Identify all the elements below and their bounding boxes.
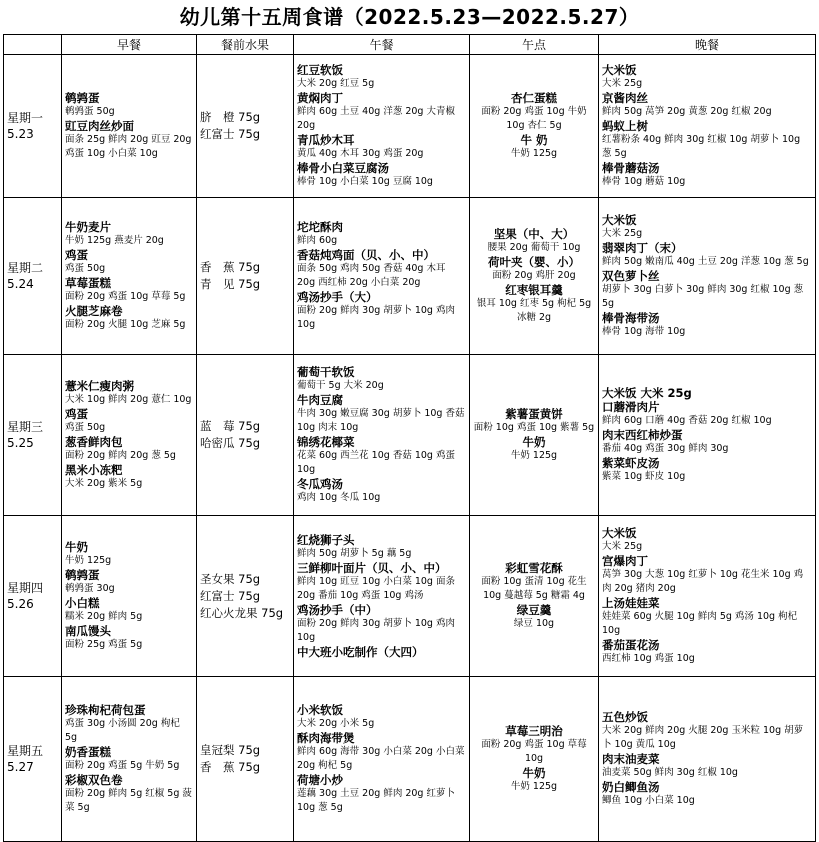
dish-detail: 面粉 20g 鲜肉 30g 胡萝卜 10g 鸡肉 10g bbox=[297, 618, 455, 643]
dinner-cell bbox=[599, 55, 816, 198]
snack-cell bbox=[470, 355, 599, 516]
dish-name: 红枣银耳羹 bbox=[505, 283, 563, 297]
dish-detail: 面粉 10g 蛋清 10g 花生 10g 蔓越莓 5g 糖霜 4g bbox=[481, 576, 587, 601]
dish-name: 鹌鹑蛋 bbox=[65, 91, 100, 105]
dish-detail: 鸡蛋 50g bbox=[65, 263, 106, 274]
lunch-dish bbox=[297, 645, 466, 659]
dinner-dish bbox=[602, 241, 812, 269]
dish-name: 南瓜馒头 bbox=[65, 624, 111, 638]
dish-name: 彩椒双色卷 bbox=[65, 773, 123, 787]
fruit-cell bbox=[197, 516, 294, 677]
dish-detail: 棒骨 10g 小白菜 10g 豆腐 10g bbox=[297, 176, 433, 187]
dish-name: 草莓三明治 bbox=[505, 724, 563, 738]
dish-detail: 大米 25g bbox=[602, 228, 643, 239]
dish-detail: 牛奶 125g bbox=[510, 148, 558, 159]
dish-detail: 花菜 60g 西兰花 10g 香菇 10g 鸡蛋 10g bbox=[297, 450, 455, 475]
dish-name: 棒骨海带汤 bbox=[602, 311, 660, 325]
dish-detail: 鲫鱼 10g 小白菜 10g bbox=[602, 795, 695, 806]
dish-name: 牛 奶 bbox=[520, 133, 548, 147]
dish-detail: 面粉 20g 鲜肉 5g 红椒 5g 菠菜 5g bbox=[65, 788, 192, 813]
snack-dish bbox=[473, 133, 595, 161]
day-name: 星期二 bbox=[7, 261, 44, 275]
day-cell bbox=[4, 355, 62, 516]
day-cell bbox=[4, 516, 62, 677]
dish-detail: 银耳 10g 红枣 5g 枸杞 5g 冰糖 2g bbox=[476, 298, 592, 323]
day-row bbox=[4, 516, 816, 677]
dinner-dish bbox=[602, 428, 812, 456]
day-date: 5.24 bbox=[7, 277, 34, 291]
dish-detail: 大米 25g bbox=[602, 541, 643, 552]
lunch-dish bbox=[297, 290, 466, 332]
lunch-cell bbox=[294, 516, 470, 677]
snack-dish bbox=[473, 724, 595, 766]
dish-detail: 葡萄干 5g 大米 20g bbox=[297, 380, 384, 391]
dish-detail: 大米 20g 小米 5g bbox=[297, 718, 375, 729]
dish-detail: 莲藕 30g 土豆 20g 鲜肉 20g 红萝卜 10g 葱 5g bbox=[297, 788, 455, 813]
dinner-dish bbox=[602, 456, 812, 484]
dinner-dish bbox=[602, 710, 812, 752]
breakfast-dish bbox=[65, 568, 193, 596]
lunch-dish bbox=[297, 731, 466, 773]
dish-detail: 棒骨 10g 海带 10g bbox=[602, 326, 686, 337]
dinner-dish bbox=[602, 526, 812, 554]
dish-name: 翡翠肉丁（末） bbox=[602, 241, 683, 255]
dish-detail: 莴笋 30g 大葱 10g 红萝卜 10g 花生米 10g 鸡肉 20g 猪肉 20g bbox=[602, 569, 804, 594]
breakfast-dish bbox=[65, 624, 193, 652]
dish-name: 黄焖肉丁 bbox=[297, 91, 343, 105]
dish-name: 中大班小吃制作（大四） bbox=[297, 645, 424, 659]
dish-name: 紫薯蛋黄饼 bbox=[505, 407, 563, 421]
dinner-cell bbox=[599, 198, 816, 355]
page-title: 幼儿第十五周食谱（2022.5.23—2022.5.27） bbox=[179, 5, 640, 29]
lunch-dish bbox=[297, 477, 466, 505]
lunch-cell bbox=[294, 355, 470, 516]
dinner-cell bbox=[599, 355, 816, 516]
dish-detail: 鲜肉 50g 莴笋 20g 黄葱 20g 红椒 20g bbox=[602, 106, 772, 117]
dish-name: 紫菜虾皮汤 bbox=[602, 456, 660, 470]
dish-name: 鸡汤抄手（中） bbox=[297, 603, 378, 617]
dish-name: 奶香蛋糕 bbox=[65, 745, 111, 759]
day-cell bbox=[4, 55, 62, 198]
dinner-dish bbox=[602, 752, 812, 780]
dish-name: 肉末西红柿炒蛋 bbox=[602, 428, 683, 442]
snack-cell bbox=[470, 198, 599, 355]
breakfast-dish bbox=[65, 91, 193, 119]
fruit-item: 红心火龙果 75g bbox=[200, 605, 284, 620]
fruit-cell bbox=[197, 198, 294, 355]
dish-detail: 鸡蛋 30g 小汤圆 20g 枸杞 5g bbox=[65, 718, 180, 743]
dish-detail: 鸡肉 10g 冬瓜 10g bbox=[297, 492, 381, 503]
fruit-item: 哈密瓜 75g bbox=[200, 436, 261, 450]
dish-name: 珍珠枸杞荷包蛋 bbox=[65, 703, 146, 717]
breakfast-dish bbox=[65, 220, 193, 248]
fruit-item: 香 蕉 75g bbox=[200, 760, 261, 774]
dish-name: 大米饭 bbox=[602, 526, 637, 540]
dish-detail: 绿豆 10g bbox=[513, 618, 555, 629]
dish-name: 鹌鹑蛋 bbox=[65, 568, 100, 582]
dish-name: 彩虹雪花酥 bbox=[505, 561, 563, 575]
snack-cell bbox=[470, 677, 599, 842]
dish-name: 坚果（中、大） bbox=[493, 227, 575, 241]
breakfast-dish bbox=[65, 745, 193, 773]
snack-dish bbox=[473, 283, 595, 325]
breakfast-dish bbox=[65, 407, 193, 435]
dinner-dish bbox=[602, 596, 812, 638]
dinner-cell bbox=[599, 677, 816, 842]
menu-table bbox=[3, 34, 816, 842]
breakfast-dish bbox=[65, 596, 193, 624]
dish-name: 五色炒饭 bbox=[602, 710, 648, 724]
day-name: 星期五 bbox=[7, 744, 44, 758]
dinner-dish bbox=[602, 400, 812, 428]
snack-dish bbox=[473, 407, 595, 435]
fruit-item: 红富士 75g bbox=[200, 127, 261, 141]
lunch-dish bbox=[297, 220, 466, 248]
day-date: 5.23 bbox=[7, 127, 34, 141]
dish-detail: 鲜肉 50g 嫩南瓜 40g 土豆 20g 洋葱 10g 葱 5g bbox=[602, 256, 809, 267]
snack-dish bbox=[473, 255, 595, 283]
dish-name: 红豆软饭 bbox=[297, 63, 343, 77]
fruit-item: 圣女果 75g bbox=[200, 571, 261, 586]
day-date: 5.27 bbox=[7, 760, 34, 774]
dish-name: 红烧狮子头 bbox=[297, 533, 355, 547]
lunch-dish bbox=[297, 603, 466, 645]
breakfast-dish bbox=[65, 703, 193, 745]
dish-detail: 面粉 20g 鸡蛋 5g 牛奶 5g bbox=[65, 760, 180, 771]
snack-cell bbox=[470, 55, 599, 198]
fruit-item: 皇冠梨 75g bbox=[200, 743, 261, 757]
dish-detail: 面粉 10g 鸡蛋 10g 紫薯 5g bbox=[473, 422, 595, 433]
dinner-dish bbox=[602, 119, 812, 161]
breakfast-cell bbox=[62, 677, 197, 842]
dish-name: 小白糕 bbox=[65, 596, 100, 610]
dish-detail: 面粉 20g 鸡蛋 10g 草莓 5g bbox=[65, 291, 186, 302]
dish-name: 酥肉海带煲 bbox=[297, 731, 355, 745]
dish-detail: 牛奶 125g bbox=[510, 781, 558, 792]
header-corner bbox=[4, 35, 62, 55]
snack-dish bbox=[473, 91, 595, 133]
snack-dish bbox=[473, 561, 595, 603]
dish-detail: 鲜肉 10g 豇豆 10g 小白菜 10g 面条 20g 番茄 10g 鸡蛋 10g 鸡汤 bbox=[297, 576, 455, 601]
breakfast-dish bbox=[65, 248, 193, 276]
dish-name: 青瓜炒木耳 bbox=[297, 133, 355, 147]
dish-detail: 大米 20g 紫米 5g bbox=[65, 478, 143, 489]
dish-name: 鸡蛋 bbox=[65, 407, 88, 421]
dish-name: 宫爆肉丁 bbox=[602, 554, 648, 568]
lunch-dish bbox=[297, 248, 466, 290]
breakfast-dish bbox=[65, 773, 193, 815]
dish-name: 奶白鲫鱼汤 bbox=[602, 780, 660, 794]
dish-name: 葡萄干软饭 bbox=[297, 365, 355, 379]
dish-name: 香菇炖鸡面（贝、小、中） bbox=[297, 248, 435, 262]
dish-detail: 糯米 20g 鲜肉 5g bbox=[65, 611, 143, 622]
dish-name: 绿豆羹 bbox=[516, 603, 552, 617]
breakfast-dish bbox=[65, 119, 193, 161]
lunch-cell bbox=[294, 55, 470, 198]
day-name: 星期三 bbox=[7, 420, 44, 434]
lunch-dish bbox=[297, 533, 466, 561]
dinner-cell bbox=[599, 516, 816, 677]
dish-detail: 鹌鹑蛋 50g bbox=[65, 106, 115, 117]
header-snack: 午点 bbox=[470, 35, 599, 55]
header-lunch: 午餐 bbox=[294, 35, 470, 55]
fruit-item: 青 见 75g bbox=[200, 277, 261, 291]
dinner-dish bbox=[602, 269, 812, 311]
fruit-item: 脐 橙 75g bbox=[200, 110, 261, 124]
dinner-dish bbox=[602, 91, 812, 119]
dish-detail: 面条 50g 鸡肉 50g 香菇 40g 木耳 20g 西红柿 20g 小白菜 20g bbox=[297, 263, 446, 288]
dish-name: 冬瓜鸡汤 bbox=[297, 477, 343, 491]
lunch-dish bbox=[297, 91, 466, 133]
day-cell bbox=[4, 677, 62, 842]
dish-name: 鸡汤抄手（大） bbox=[297, 290, 378, 304]
dish-detail: 鲜肉 60g 口蘑 40g 香菇 20g 红椒 10g bbox=[602, 415, 772, 426]
dish-name: 棒骨蘑菇汤 bbox=[602, 161, 660, 175]
dinner-dish bbox=[602, 63, 812, 91]
dinner-dish bbox=[602, 161, 812, 189]
dish-name: 葱香鲜肉包 bbox=[65, 435, 123, 449]
dish-detail: 棒骨 10g 蘑菇 10g bbox=[602, 176, 686, 187]
dish-detail: 牛奶 125g 燕麦片 20g bbox=[65, 235, 164, 246]
day-row bbox=[4, 55, 816, 198]
dish-detail: 牛奶 125g bbox=[510, 450, 558, 461]
dish-detail: 胡萝卜 30g 白萝卜 30g 鲜肉 30g 红椒 10g 葱 5g bbox=[602, 284, 804, 309]
dish-name: 牛奶 bbox=[522, 766, 546, 780]
dish-detail: 番茄 40g 鸡蛋 30g 鲜肉 30g bbox=[602, 443, 729, 454]
dish-detail: 鲜肉 60g 海带 30g 小白菜 20g 小白菜 20g 枸杞 5g bbox=[297, 746, 465, 771]
menu-body bbox=[4, 55, 816, 842]
breakfast-cell bbox=[62, 55, 197, 198]
dish-detail: 鸡蛋 50g bbox=[65, 422, 106, 433]
dish-name: 锦绣花椰菜 bbox=[297, 435, 355, 449]
dish-name: 豇豆肉丝炒面 bbox=[65, 119, 134, 133]
dish-name: 薏米仁瘦肉粥 bbox=[65, 379, 134, 393]
dish-name: 三鲜柳叶面片（贝、小、中） bbox=[297, 561, 447, 575]
dinner-dish bbox=[602, 554, 812, 596]
header-breakfast: 早餐 bbox=[62, 35, 197, 55]
fruit-cell bbox=[197, 677, 294, 842]
lunch-dish bbox=[297, 561, 466, 603]
dish-name: 火腿芝麻卷 bbox=[65, 304, 123, 318]
dinner-dish bbox=[602, 311, 812, 339]
lunch-dish bbox=[297, 773, 466, 815]
dish-name: 番茄蛋花汤 bbox=[602, 638, 660, 652]
snack-dish bbox=[473, 435, 595, 463]
fruit-cell bbox=[197, 355, 294, 516]
dish-detail: 紫菜 10g 虾皮 10g bbox=[602, 471, 686, 482]
breakfast-cell bbox=[62, 516, 197, 677]
dish-detail: 面粉 20g 鲜肉 20g 葱 5g bbox=[65, 450, 176, 461]
header-fruit: 餐前水果 bbox=[197, 35, 294, 55]
dish-detail: 红薯粉条 40g 鲜肉 30g 红椒 10g 胡萝卜 10g 葱 5g bbox=[602, 134, 801, 159]
day-date: 5.26 bbox=[7, 597, 34, 611]
dish-name: 蚂蚁上树 bbox=[602, 119, 648, 133]
day-cell bbox=[4, 198, 62, 355]
dish-detail: 鲜肉 60g bbox=[297, 235, 338, 246]
lunch-dish bbox=[297, 435, 466, 477]
dish-name: 杏仁蛋糕 bbox=[511, 91, 557, 105]
dish-detail: 大米 25g bbox=[602, 78, 643, 89]
snack-dish bbox=[473, 766, 595, 794]
header-row bbox=[4, 35, 816, 55]
dish-detail: 油麦菜 50g 鲜肉 30g 红椒 10g bbox=[602, 767, 738, 778]
breakfast-dish bbox=[65, 379, 193, 407]
dish-detail: 鲜肉 60g 土豆 40g 洋葱 20g 大青椒 20g bbox=[297, 106, 455, 131]
breakfast-dish bbox=[65, 540, 193, 568]
fruit-item: 香 蕉 75g bbox=[200, 260, 261, 274]
lunch-dish bbox=[297, 63, 466, 91]
day-name: 星期一 bbox=[7, 111, 44, 125]
dinner-dish bbox=[602, 638, 812, 666]
breakfast-cell bbox=[62, 355, 197, 516]
lunch-cell bbox=[294, 198, 470, 355]
dish-name: 大米饭 bbox=[602, 213, 637, 227]
dish-detail: 面粉 20g 火腿 10g 芝麻 5g bbox=[65, 319, 186, 330]
dish-name: 小米软饭 bbox=[297, 703, 343, 717]
dish-detail: 鲜肉 50g 胡萝卜 5g 藕 5g bbox=[297, 548, 412, 559]
day-name: 星期四 bbox=[7, 581, 44, 595]
dish-name: 大米饭 大米 25g bbox=[602, 386, 692, 400]
dish-name: 黑米小冻粑 bbox=[65, 463, 123, 477]
dish-detail: 面粉 20g 鸡蛋 10g 牛奶 10g 杏仁 5g bbox=[481, 106, 587, 131]
dish-detail: 牛奶 125g bbox=[65, 555, 112, 566]
header-dinner: 晚餐 bbox=[599, 35, 816, 55]
lunch-cell bbox=[294, 677, 470, 842]
dish-detail: 面条 25g 鲜肉 20g 豇豆 20g 鸡蛋 10g 小白菜 10g bbox=[65, 134, 192, 159]
dish-detail: 黄瓜 40g 木耳 30g 鸡蛋 20g bbox=[297, 148, 424, 159]
dish-name: 坨坨酥肉 bbox=[297, 220, 343, 234]
dish-name: 鸡蛋 bbox=[65, 248, 88, 262]
snack-cell bbox=[470, 516, 599, 677]
dish-detail: 西红柿 10g 鸡蛋 10g bbox=[602, 653, 695, 664]
dish-name: 牛奶麦片 bbox=[65, 220, 111, 234]
day-row bbox=[4, 355, 816, 516]
breakfast-dish bbox=[65, 276, 193, 304]
dish-detail: 面粉 20g 鸡蛋 10g 草莓 10g bbox=[481, 739, 587, 764]
dish-detail: 腰果 20g 葡萄干 10g bbox=[487, 242, 581, 253]
dish-name: 荷塘小炒 bbox=[297, 773, 343, 787]
dinner-dish bbox=[602, 780, 812, 808]
breakfast-dish bbox=[65, 304, 193, 332]
snack-dish bbox=[473, 227, 595, 255]
dish-name: 棒骨小白菜豆腐汤 bbox=[297, 161, 389, 175]
lunch-dish bbox=[297, 703, 466, 731]
dish-detail: 大米 10g 鲜肉 20g 薏仁 10g bbox=[65, 394, 192, 405]
dish-name: 荷叶夹（婴、小） bbox=[488, 255, 580, 269]
lunch-dish bbox=[297, 393, 466, 435]
dish-name: 牛奶 bbox=[65, 540, 88, 554]
snack-dish bbox=[473, 603, 595, 631]
lunch-dish bbox=[297, 133, 466, 161]
lunch-dish bbox=[297, 365, 466, 393]
day-row bbox=[4, 198, 816, 355]
dish-name: 牛肉豆腐 bbox=[297, 393, 343, 407]
breakfast-cell bbox=[62, 198, 197, 355]
dish-detail: 大米 20g 红豆 5g bbox=[297, 78, 375, 89]
dish-detail: 面粉 20g 鲜肉 30g 胡萝卜 10g 鸡肉 10g bbox=[297, 305, 455, 330]
dish-detail: 鹌鹑蛋 30g bbox=[65, 583, 115, 594]
dish-name: 上汤娃娃菜 bbox=[602, 596, 660, 610]
breakfast-dish bbox=[65, 463, 193, 491]
dish-detail: 面粉 20g 鸡肝 20g bbox=[492, 270, 576, 281]
fruit-cell bbox=[197, 55, 294, 198]
breakfast-dish bbox=[65, 435, 193, 463]
dish-name: 草莓蛋糕 bbox=[65, 276, 111, 290]
dish-name: 肉末油麦菜 bbox=[602, 752, 660, 766]
dish-name: 口蘑滑肉片 bbox=[602, 400, 660, 414]
dish-name: 大米饭 bbox=[602, 63, 637, 77]
lunch-dish bbox=[297, 161, 466, 189]
dish-detail: 面粉 25g 鸡蛋 5g bbox=[65, 639, 143, 650]
day-date: 5.25 bbox=[7, 436, 34, 450]
dish-name: 双色萝卜丝 bbox=[602, 269, 660, 283]
day-row bbox=[4, 677, 816, 842]
dish-detail: 娃娃菜 60g 火腿 10g 鲜肉 5g 鸡汤 10g 枸杞 10g bbox=[602, 611, 798, 636]
dish-name: 牛奶 bbox=[522, 435, 546, 449]
dinner-dish bbox=[602, 386, 812, 400]
dish-detail: 大米 20g 鲜肉 20g 火腿 20g 玉米粒 10g 胡萝卜 10g 黄瓜 10g bbox=[602, 725, 804, 750]
dinner-dish bbox=[602, 213, 812, 241]
dish-name: 京酱肉丝 bbox=[602, 91, 648, 105]
fruit-item: 红富士 75g bbox=[200, 588, 261, 603]
fruit-item: 蓝 莓 75g bbox=[200, 419, 261, 433]
dish-detail: 牛肉 30g 嫩豆腐 30g 胡萝卜 10g 香菇 10g 肉末 10g bbox=[297, 408, 465, 433]
